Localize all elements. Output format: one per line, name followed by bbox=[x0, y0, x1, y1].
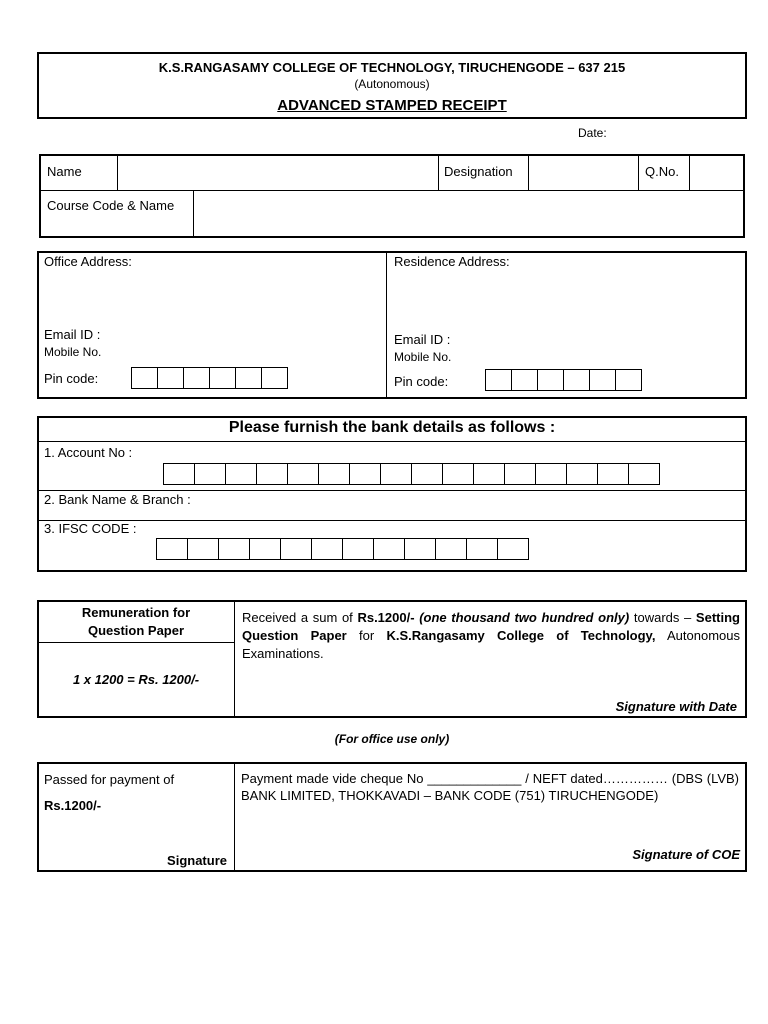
received-text: Autonomous Examinations. bbox=[242, 628, 740, 661]
account-digit-box[interactable] bbox=[318, 463, 350, 485]
ifsc-char-box[interactable] bbox=[218, 538, 250, 560]
office-use-note: (For office use only) bbox=[334, 732, 450, 746]
ifsc-char-box[interactable] bbox=[342, 538, 374, 560]
account-digit-box[interactable] bbox=[194, 463, 226, 485]
designation-label: Designation bbox=[444, 164, 513, 179]
signature-with-date-label: Signature with Date bbox=[615, 699, 737, 714]
divider bbox=[38, 520, 746, 521]
passed-amount: Rs.1200/- bbox=[44, 798, 102, 813]
remuneration-divider bbox=[234, 601, 235, 717]
bank-heading: Please furnish the bank details as follows : bbox=[228, 419, 556, 436]
pin-digit-box[interactable] bbox=[615, 369, 642, 391]
ifsc-char-box[interactable] bbox=[435, 538, 467, 560]
receipt-title: ADVANCED STAMPED RECEIPT bbox=[277, 97, 507, 114]
remuneration-title-line1: Remuneration for bbox=[81, 605, 191, 620]
ifsc-label: 3. IFSC CODE : bbox=[44, 521, 137, 536]
office-mobile-label: Mobile No. bbox=[44, 345, 102, 359]
pin-digit-box[interactable] bbox=[183, 367, 210, 389]
date-label: Date: bbox=[578, 126, 607, 140]
received-amount: Rs.1200/- bbox=[357, 610, 415, 625]
divider bbox=[117, 155, 118, 190]
residence-mobile-label: Mobile No. bbox=[394, 350, 452, 364]
received-task: Setting Question Paper bbox=[242, 610, 740, 643]
received-text: Received a sum of bbox=[242, 610, 358, 625]
ifsc-char-box[interactable] bbox=[249, 538, 281, 560]
ifsc-boxes[interactable] bbox=[156, 538, 529, 560]
divider bbox=[438, 155, 439, 190]
remuneration-title-divider bbox=[38, 642, 234, 643]
received-college: K.S.Rangasamy College of Technology, bbox=[386, 628, 656, 643]
account-digit-box[interactable] bbox=[256, 463, 288, 485]
pin-digit-box[interactable] bbox=[131, 367, 158, 389]
divider bbox=[638, 155, 639, 190]
residence-email-label: Email ID : bbox=[394, 332, 451, 347]
remuneration-calc: 1 x 1200 = Rs. 1200/- bbox=[72, 672, 200, 687]
account-digit-box[interactable] bbox=[535, 463, 567, 485]
qno-label: Q.No. bbox=[645, 164, 679, 179]
received-statement bbox=[242, 609, 740, 663]
account-digit-box[interactable] bbox=[349, 463, 381, 485]
office-email-label: Email ID : bbox=[44, 327, 101, 342]
account-digit-box[interactable] bbox=[628, 463, 660, 485]
divider bbox=[38, 441, 746, 442]
ifsc-char-box[interactable] bbox=[466, 538, 498, 560]
residence-address-field[interactable] bbox=[394, 272, 740, 327]
residence-pin-boxes[interactable] bbox=[485, 369, 642, 391]
ifsc-char-box[interactable] bbox=[404, 538, 436, 560]
account-digit-box[interactable] bbox=[380, 463, 412, 485]
pin-digit-box[interactable] bbox=[511, 369, 538, 391]
ifsc-char-box[interactable] bbox=[373, 538, 405, 560]
received-amount-words: (one thousand two hundred only) bbox=[419, 610, 630, 625]
name-field[interactable] bbox=[119, 156, 437, 189]
office-pin-label: Pin code: bbox=[44, 371, 99, 386]
account-digit-box[interactable] bbox=[411, 463, 443, 485]
received-text: towards – bbox=[629, 610, 696, 625]
designation-field[interactable] bbox=[530, 156, 637, 189]
course-label: Course Code & Name bbox=[47, 198, 175, 213]
pin-digit-box[interactable] bbox=[261, 367, 288, 389]
account-digit-box[interactable] bbox=[597, 463, 629, 485]
received-text: for bbox=[346, 628, 387, 643]
residence-address-label: Residence Address: bbox=[394, 254, 510, 269]
account-digit-box[interactable] bbox=[225, 463, 257, 485]
pin-digit-box[interactable] bbox=[209, 367, 236, 389]
payment-details-text: Payment made vide cheque No _____________ / NEFT dated…………… (DBS (LVB) BANK LIMITED, THOKKAVADI – BANK CODE (751) TIRUCHENGODE) bbox=[241, 771, 739, 803]
ifsc-char-box[interactable] bbox=[280, 538, 312, 560]
divider bbox=[528, 155, 529, 190]
bank-branch-field[interactable] bbox=[210, 492, 740, 518]
pin-digit-box[interactable] bbox=[235, 367, 262, 389]
passed-for-payment-label: Passed for payment of bbox=[44, 772, 175, 787]
office-pin-boxes[interactable] bbox=[131, 367, 288, 389]
autonomous-label: (Autonomous) bbox=[354, 77, 430, 91]
account-digit-box[interactable] bbox=[566, 463, 598, 485]
divider bbox=[689, 155, 690, 190]
residence-pin-label: Pin code: bbox=[394, 374, 449, 389]
account-no-boxes[interactable] bbox=[163, 463, 660, 485]
remuneration-title-line2: Question Paper bbox=[87, 623, 185, 638]
identity-row-divider bbox=[40, 190, 744, 191]
account-digit-box[interactable] bbox=[442, 463, 474, 485]
account-digit-box[interactable] bbox=[504, 463, 536, 485]
ifsc-char-box[interactable] bbox=[187, 538, 219, 560]
office-use-divider bbox=[234, 763, 235, 871]
bank-branch-label: 2. Bank Name & Branch : bbox=[44, 492, 191, 507]
qno-field[interactable] bbox=[691, 156, 743, 189]
account-digit-box[interactable] bbox=[473, 463, 505, 485]
address-divider bbox=[386, 252, 387, 398]
pin-digit-box[interactable] bbox=[157, 367, 184, 389]
ifsc-char-box[interactable] bbox=[156, 538, 188, 560]
course-field[interactable] bbox=[195, 192, 743, 236]
office-signature-label: Signature bbox=[167, 853, 227, 868]
pin-digit-box[interactable] bbox=[589, 369, 616, 391]
pin-digit-box[interactable] bbox=[485, 369, 512, 391]
coe-signature-label: Signature of COE bbox=[632, 847, 740, 862]
college-name: K.S.RANGASAMY COLLEGE OF TECHNOLOGY, TIRUCHENGODE – 637 215 bbox=[158, 60, 626, 75]
pin-digit-box[interactable] bbox=[537, 369, 564, 391]
ifsc-char-box[interactable] bbox=[497, 538, 529, 560]
pin-digit-box[interactable] bbox=[563, 369, 590, 391]
name-label: Name bbox=[47, 164, 82, 179]
account-digit-box[interactable] bbox=[163, 463, 195, 485]
ifsc-char-box[interactable] bbox=[311, 538, 343, 560]
office-address-field[interactable] bbox=[44, 272, 380, 322]
office-address-label: Office Address: bbox=[44, 254, 132, 269]
account-digit-box[interactable] bbox=[287, 463, 319, 485]
divider bbox=[193, 190, 194, 237]
account-no-label: 1. Account No : bbox=[44, 445, 133, 460]
divider bbox=[38, 490, 746, 491]
